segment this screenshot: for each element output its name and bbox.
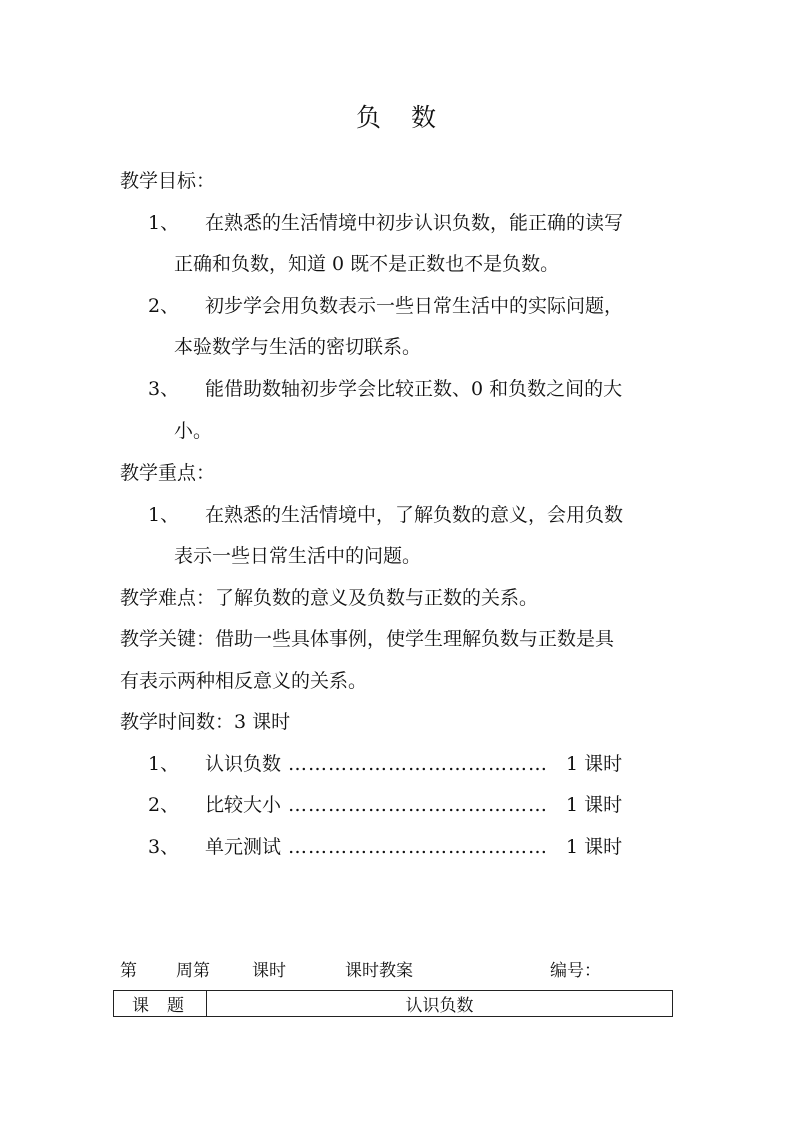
objective-2-number: 2、: [148, 295, 180, 317]
schedule-item-2-hours: 1 课时: [566, 794, 623, 816]
teaching-key-line-2: 有表示两种相反意义的关系。: [120, 670, 368, 692]
lesson-topic-label: 课题: [114, 991, 207, 1017]
lesson-table: [113, 990, 673, 1017]
key-point-1-line-1: 在熟悉的生活情境中，了解负数的意义，会用负数: [205, 504, 624, 526]
schedule-item-1-number: 1、: [148, 753, 180, 775]
teaching-key-line-1: 教学关键：借助一些具体事例，使学生理解负数与正数是具: [120, 628, 615, 650]
schedule-item-2-number: 2、: [148, 794, 180, 816]
title-char-1: 负: [355, 103, 383, 132]
footer-week-mid: 周第: [176, 961, 210, 981]
lesson-table-row: [114, 991, 673, 1017]
key-point-1-line-2: 表示一些日常生活中的问题。: [174, 545, 422, 567]
schedule-item-3-hours: 1 课时: [566, 836, 623, 858]
key-points-heading: 教学重点：: [120, 462, 216, 484]
lesson-topic-value: 认识负数: [207, 991, 673, 1017]
footer-period: 课时: [252, 961, 286, 981]
objective-2-line-1: 初步学会用负数表示一些日常生活中的实际问题，: [205, 295, 624, 317]
objective-3-line-1: 能借助数轴初步学会比较正数、0 和负数之间的大: [205, 378, 623, 400]
schedule-heading: 教学时间数：3 课时: [120, 711, 291, 733]
schedule-item-2-leader: …………………………………: [288, 794, 548, 816]
objectives-heading: 教学目标：: [120, 170, 216, 192]
key-point-1-number: 1、: [148, 504, 180, 526]
footer-number-label: 编号：: [550, 961, 601, 981]
footer-lesson-plan: 课时教案: [345, 961, 413, 981]
schedule-item-2-label: 比较大小: [205, 794, 282, 816]
schedule-item-1-leader: …………………………………: [288, 753, 548, 775]
schedule-item-3-number: 3、: [148, 836, 180, 858]
objective-2-line-2: 本验数学与生活的密切联系。: [174, 336, 422, 358]
objective-1-line-2: 正确和负数，知道 0 既不是正数也不是负数。: [174, 253, 560, 275]
schedule-item-1-label: 认识负数: [205, 753, 282, 775]
footer-week-prefix: 第: [120, 961, 137, 981]
objective-1-number: 1、: [148, 212, 180, 234]
schedule-item-1-hours: 1 课时: [566, 753, 623, 775]
page-title: [0, 98, 794, 134]
teaching-difficulty: 教学难点：了解负数的意义及负数与正数的关系。: [120, 587, 539, 609]
title-char-2: 数: [411, 103, 439, 132]
objective-1-line-1: 在熟悉的生活情境中初步认识负数，能正确的读写: [205, 212, 624, 234]
schedule-item-3-label: 单元测试: [205, 836, 282, 858]
objective-3-number: 3、: [148, 378, 180, 400]
objective-3-line-2: 小。: [174, 420, 213, 442]
schedule-item-3-leader: …………………………………: [288, 836, 548, 858]
